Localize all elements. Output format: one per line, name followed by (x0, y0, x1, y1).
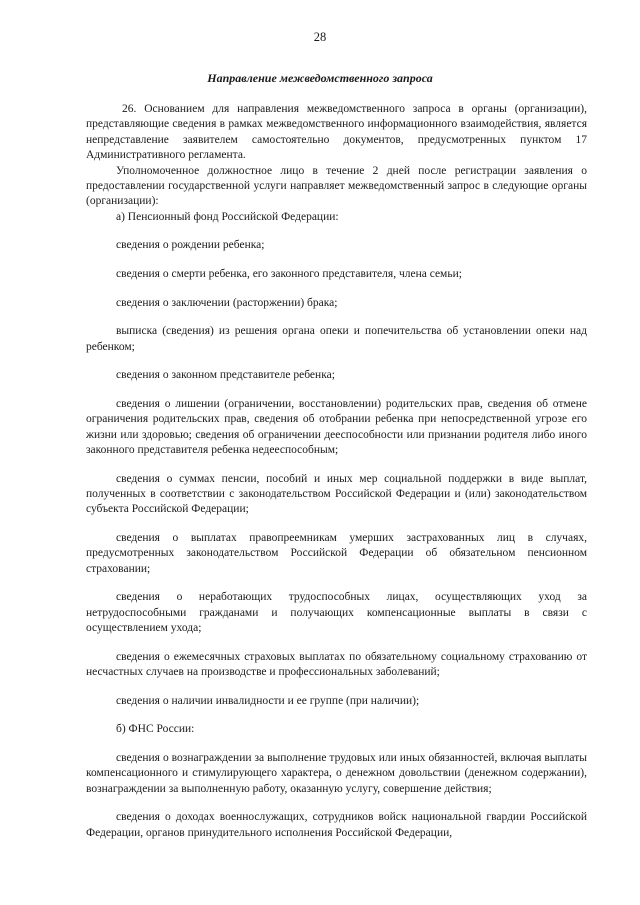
section-heading: Направление межведомственного запроса (207, 71, 433, 85)
list-item: сведения о ежемесячных страховых выплатах по обязательному социальному страхованию от несчастных случаев на производстве и профессиональных заболеваний; (86, 650, 587, 679)
paragraph-26: 26. Основанием для направления межведомственного запроса в органы (организации), представляющие сведения в рамках межведомственного информационного взаимодействия, является непредставление заявителем самостоятельно документов, предусмотренных пунктом 17 Административного регламента. (86, 103, 587, 162)
page-number: 28 (313, 30, 327, 44)
list-item: сведения о заключении (расторжении) брака; (116, 296, 338, 309)
paragraph-request-intro: Уполномоченное должностное лицо в течение 2 дней после регистрации заявления о предоставлении государственной услуги направляет межведомственный запрос в следующие органы (организации): (86, 164, 587, 208)
list-item: сведения о наличии инвалидности и ее группе (при наличии); (116, 694, 420, 707)
list-item: сведения о доходах военнослужащих, сотрудников войск национальной гвардии Российской Федерации, органов принудительного исполнения Российской Федерации, (86, 811, 587, 839)
list-item: сведения о неработающих трудоспособных лицах, осуществляющих уход за нетрудоспособными гражданами и получающих компенсационные выплаты в связи с осуществлением ухода; (86, 591, 587, 635)
list-item: сведения о вознаграждении за выполнение трудовых или иных обязанностей, включая выплаты компенсационного и стимулирующего характера, о денежном довольствии (денежном содержании), вознаграждении за выполненную работу, оказанную услугу, совершение действия; (86, 752, 587, 795)
document-body (86, 102, 587, 841)
list-item: сведения о суммах пенсии, пособий и иных мер социальной поддержки в виде выплат, полученных в соответствии с законодательством Российской Федерации и (или) законодательством субъекта Российской Федерации; (86, 472, 587, 516)
list-item: сведения о выплатах правопреемникам умерших застрахованных лиц в случаях, предусмотренных законодательством Российской Федерации об обязательном пенсионном страховании; (86, 532, 587, 575)
paragraph-fns-header: б) ФНС России: (116, 723, 195, 736)
list-item: сведения о законном представителе ребенка; (116, 369, 335, 382)
list-item: сведения о лишении (ограничении, восстановлении) родительских прав, сведения об отмене ограничения родительских прав, сведения об отобрании ребенка при непосредственной угрозе его жизни или здоровью; сведения об ограничении дееспособности или признании родителя либо иного законного представителя ребенка недееспособным; (86, 397, 587, 457)
list-item: сведения о смерти ребенка, его законного представителя, члена семьи; (116, 268, 462, 281)
list-item: сведения о рождении ребенка; (116, 239, 265, 252)
list-item: выписка (сведения) из решения органа опеки и попечительства об установлении опеки над ребенком; (86, 325, 587, 353)
paragraph-pfr-header: а) Пенсионный фонд Российской Федерации: (116, 210, 339, 223)
